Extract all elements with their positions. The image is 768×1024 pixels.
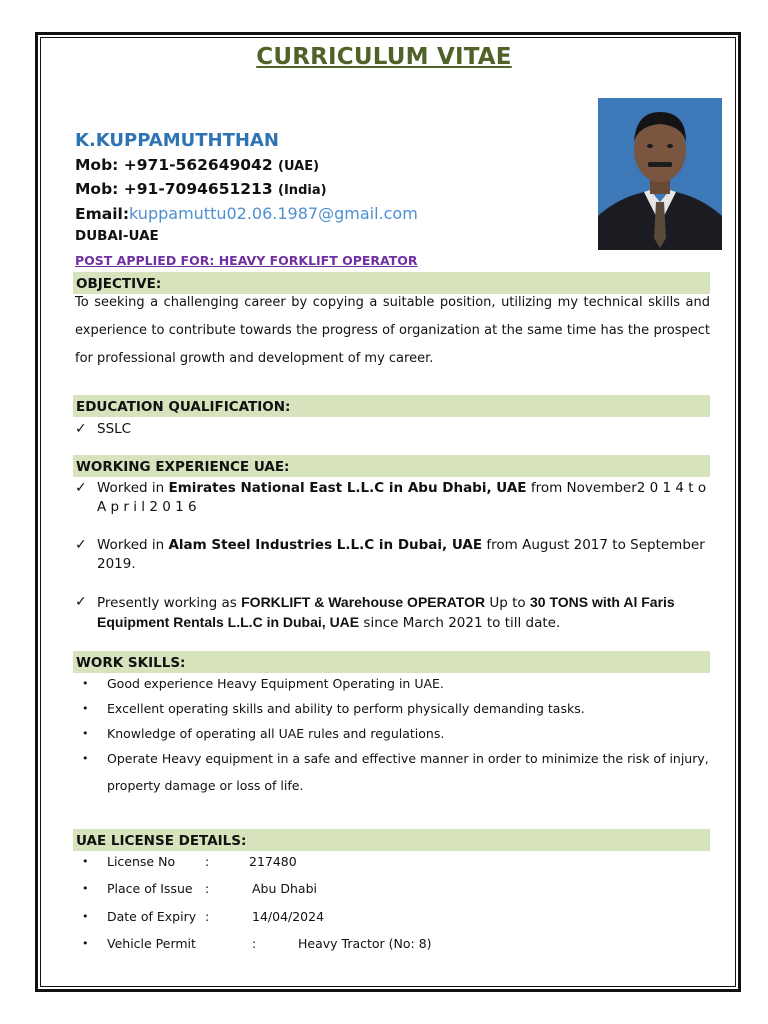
experience-heading: WORKING EXPERIENCE UAE: [73, 455, 710, 477]
mobile-uae-tag: (UAE) [278, 159, 320, 174]
city: DUBAI-UAE [75, 228, 159, 244]
license-value: Abu Dhabi [252, 881, 317, 896]
license-sep: : [205, 854, 210, 869]
license-label: Date of Expiry [107, 909, 197, 924]
mobile-india-tag: (India) [278, 183, 327, 198]
experience-item-text: Worked in Emirates National East L.L.C in Abu Dhabi, UAE from November2 0 1 4 t o A p r i l 2 0 1 6 [97, 480, 707, 515]
education-item-text: SSLC [97, 421, 132, 437]
license-value: 217480 [249, 854, 297, 869]
experience-item-text: Presently working as FORKLIFT & Warehouse OPERATOR Up to 30 TONS with Al Faris Equipment Rentals L.L.C in Dubai, UAE since March 2021 to till date. [97, 594, 675, 631]
candidate-name: K.KUPPAMUTHTHAN [75, 130, 279, 151]
checkmark-icon: ✓ [75, 537, 87, 553]
mobile-india-number: +91-7094651213 [123, 180, 273, 198]
bullet-icon: • [82, 677, 89, 690]
bullet-icon: • [82, 727, 89, 740]
post-applied: POST APPLIED FOR: HEAVY FORKLIFT OPERATOR [75, 253, 418, 268]
license-sep: : [252, 936, 257, 951]
profile-photo-drawing [598, 98, 722, 250]
checkmark-icon: ✓ [75, 421, 87, 437]
email-link[interactable]: kuppamuttu02.06.1987@gmail.com [129, 204, 418, 223]
bullet-icon: • [82, 882, 89, 895]
mobile-uae-line [75, 156, 319, 174]
skills-heading: WORK SKILLS: [73, 651, 710, 673]
bullet-icon: • [82, 937, 89, 950]
bullet-icon: • [82, 910, 89, 923]
objective-text: To seeking a challenging career by copying a suitable position, utilizing my technical skills and experience to contribute towards the progress of organization at the same time has the prospect for professional growth and development of my career. [75, 295, 710, 366]
license-row [82, 852, 682, 872]
license-heading: UAE LICENSE DETAILS: [73, 829, 710, 851]
bullet-icon: • [82, 855, 89, 868]
email-label: Email: [75, 205, 130, 223]
profile-photo [598, 98, 722, 250]
mobile-uae-number: +971-562649042 [123, 156, 273, 174]
checkmark-icon: ✓ [75, 480, 87, 496]
email-line [75, 204, 418, 223]
education-heading: EDUCATION QUALIFICATION: [73, 395, 710, 417]
license-value: Heavy Tractor (No: 8) [298, 936, 432, 951]
objective-heading: OBJECTIVE: [73, 272, 710, 294]
experience-item-text: Worked in Alam Steel Industries L.L.C in Dubai, UAE from August 2017 to September 2019. [97, 537, 705, 572]
license-row [82, 934, 682, 954]
mobile-label: Mob: [75, 156, 119, 174]
mobile-label: Mob: [75, 180, 119, 198]
document-title: CURRICULUM VITAE [256, 44, 512, 70]
bullet-icon: • [82, 702, 89, 715]
license-row [82, 907, 682, 927]
license-label: License No [107, 854, 176, 869]
license-label: Vehicle Permit [107, 936, 196, 951]
bullet-icon: • [82, 752, 89, 765]
license-value: 14/04/2024 [252, 909, 325, 924]
license-row [82, 879, 682, 899]
checkmark-icon: ✓ [75, 594, 87, 610]
license-sep: : [205, 909, 210, 924]
license-label: Place of Issue [107, 881, 193, 896]
license-sep: : [205, 881, 210, 896]
mobile-india-line [75, 180, 327, 198]
